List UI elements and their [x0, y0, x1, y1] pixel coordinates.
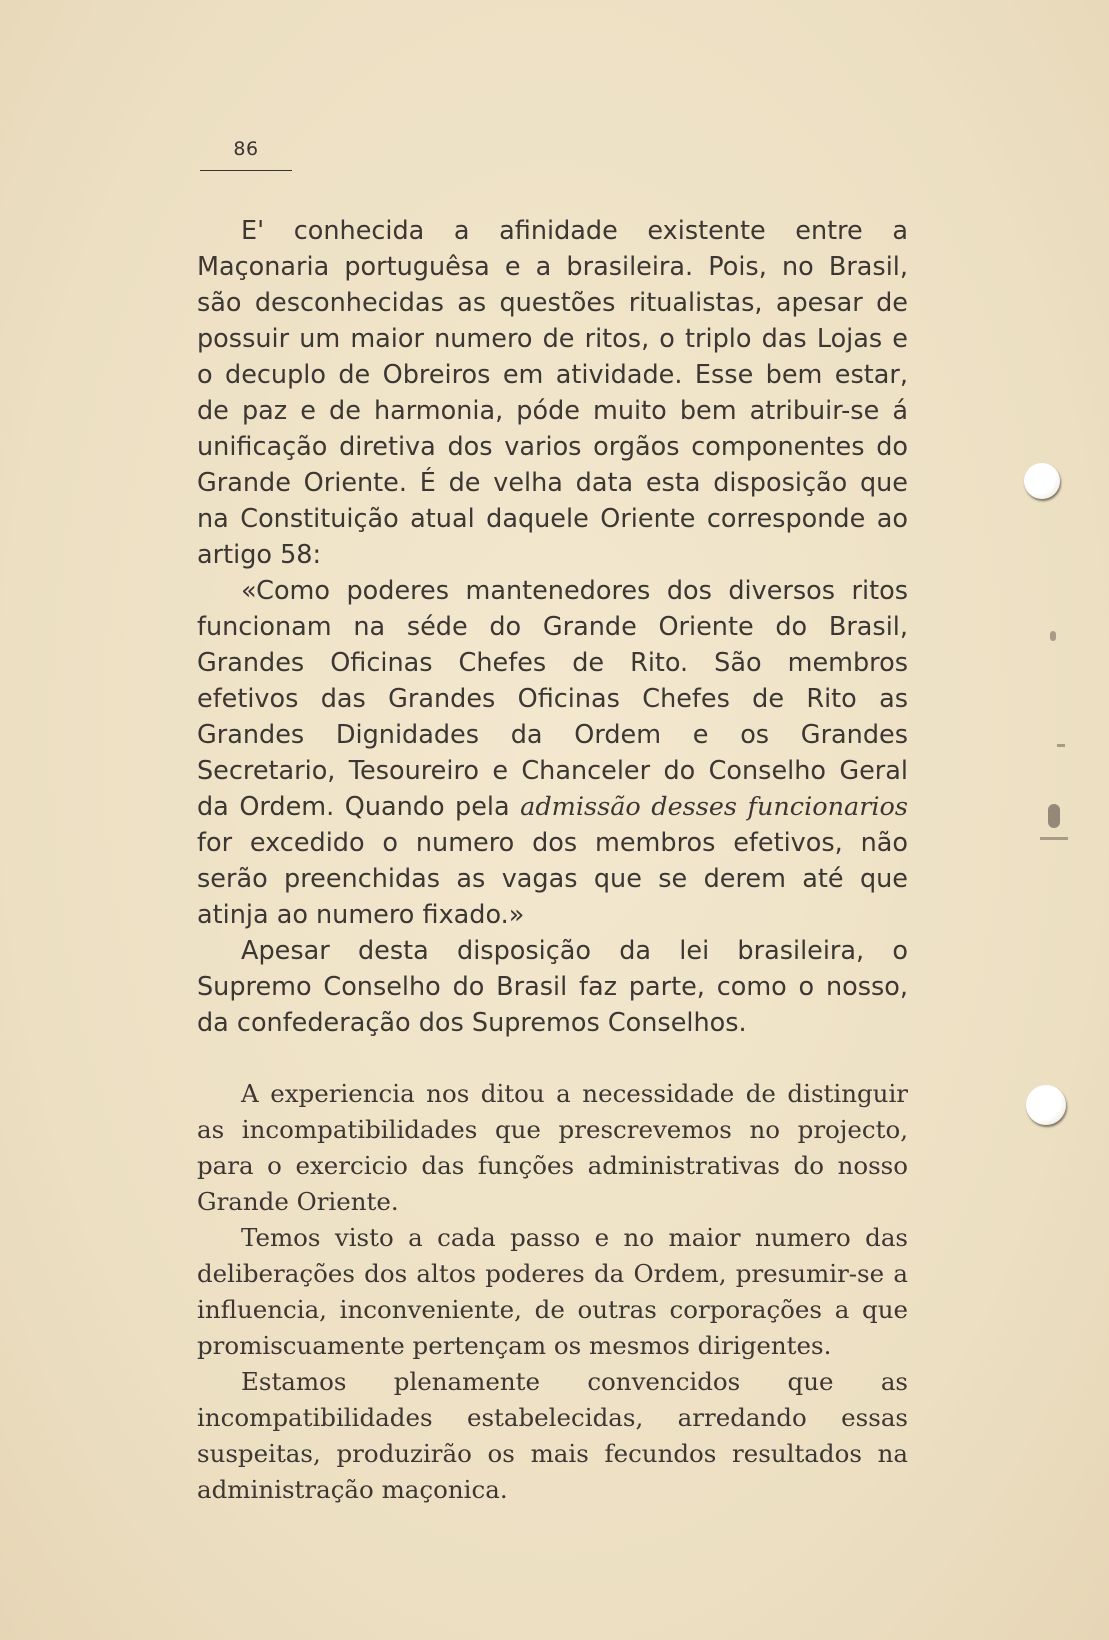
- body-text: [197, 213, 908, 1508]
- quote-emphasis: admissão desses funcionarios: [520, 792, 908, 822]
- quote-text-before: «Como poderes mantenedores dos diversos ritos funcionam na séde do Grande Oriente do Brasil, Grandes Oficinas Chefes de Rito. São membros efetivos das Grandes Oficinas Chefes de Rito as Grandes Dignidades da Ordem e os Grandes Secretario, Tesoureiro e Chanceler do Conselho Geral da Ordem. Quando pela: [197, 576, 908, 822]
- paragraph: [197, 213, 908, 573]
- binding-hole-top: [1024, 463, 1060, 499]
- paragraph-text: Estamos plenamente convencidos que as incompatibilidades estabelecidas, arredando essas suspeitas, produzirão os mais fecundos resultados na administração maçonica.: [197, 1367, 908, 1504]
- paragraph-text: E' conhecida a afinidade existente entre a Maçonaria portuguêsa e a brasileira. Pois, no Brasil, são desconhecidas as questões ritualistas, apesar de possuir um maior numero de ritos, o triplo das Lojas e o decuplo de Obreiros em atividade. Esse bem estar, de paz e de harmonia, póde muito bem atribuir-se á unificação diretiva dos varios orgãos componentes do Grande Oriente. É de velha data esta disposição que na Constituição atual daquele Oriente corresponde ao artigo 58:: [197, 216, 908, 570]
- paper-mark: [1040, 837, 1068, 840]
- paper-mark: [1057, 744, 1065, 747]
- quote-text-after: for excedido o numero dos membros efetivos, não serão preenchidas as vagas que se derem até que atinja ao numero fixado.»: [197, 828, 908, 930]
- paragraph: [197, 1364, 908, 1508]
- paper-mark: [1048, 804, 1060, 828]
- page-number: 86: [233, 138, 259, 160]
- binding-hole-bottom: [1026, 1085, 1066, 1125]
- paragraph: [197, 933, 908, 1041]
- paragraph-quote: [197, 573, 908, 933]
- paper-mark: [1050, 631, 1056, 641]
- paragraph: [197, 1220, 908, 1364]
- paragraph: [197, 1076, 908, 1220]
- paragraph-text: A experiencia nos ditou a necessidade de distinguir as incompatibilidades que prescrevemos no projecto, para o exercicio das funções administrativas do nosso Grande Oriente.: [197, 1079, 908, 1216]
- paragraph-text: Apesar desta disposição da lei brasileira, o Supremo Conselho do Brasil faz parte, como o nosso, da confederação dos Supremos Conselhos.: [197, 936, 908, 1038]
- page-number-rule: [200, 170, 292, 171]
- paragraph-text: Temos visto a cada passo e no maior numero das deliberações dos altos poderes da Ordem, presumir-se a influencia, inconveniente, de outras corporações a que promiscuamente pertençam os mesmos dirigentes.: [197, 1223, 908, 1360]
